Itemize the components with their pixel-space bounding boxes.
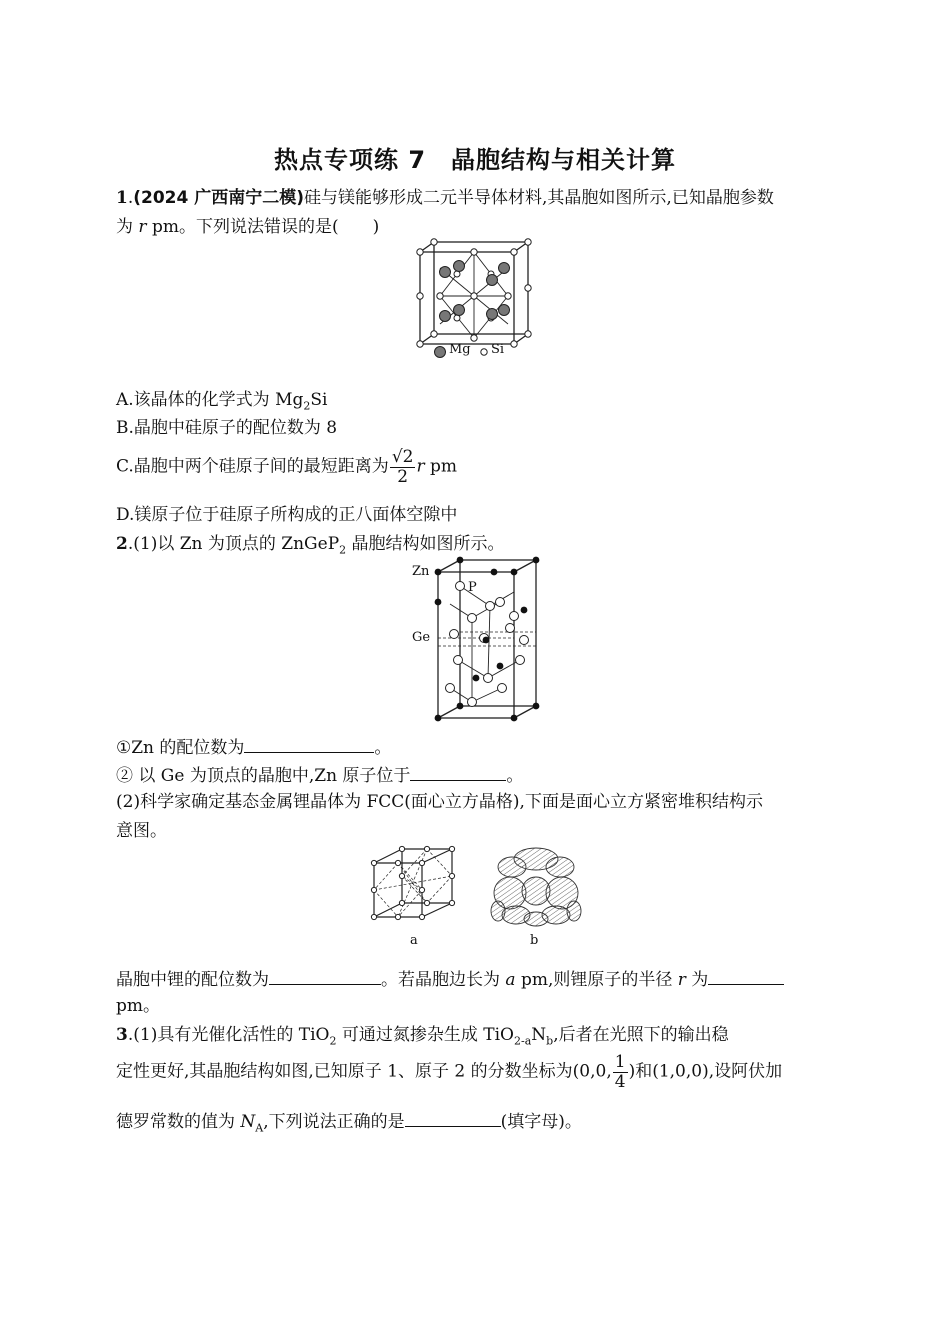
q2-sub2-line [116,762,523,788]
q2-sub1-line [116,734,391,760]
q2-radius-tail: 为 [685,970,709,990]
q2-var-r: r [677,970,686,990]
q3-sub3: b [546,1034,554,1048]
q2-part1-text: .(1)以 Zn 为顶点的 ZnGeP [127,534,340,554]
fig-b-label: b [530,933,539,948]
q2-part2-question-line [116,966,784,992]
q1-stem-line1: 1.(2024 广西南宁二模)硅与镁能够形成二元半导体材料,其晶胞如图所示,已知晶胞参数 [116,188,774,208]
q2-sub2-text: ② 以 Ge 为顶点的晶胞中,Zn 原子位于 [116,766,411,786]
q3-sub-a: A [255,1121,264,1135]
q1-stem-line2 [116,215,379,239]
q1-source: (2024 广西南宁二模) [133,188,305,208]
q1-option-a [116,388,327,418]
q1-stem-text2: 为 [116,217,139,237]
q3-answer-blank[interactable] [405,1108,501,1127]
q1-option-b: B.晶胞中硅原子的配位数为 8 [116,418,338,438]
q2-part1-sub: 2 [339,543,347,557]
q2-unit-line: pm。 [116,996,161,1016]
q3-text9: (填字母)。 [500,1112,582,1132]
q1-crystal-figure [412,238,538,366]
q1-option-c [116,448,457,486]
q2-radius-blank[interactable] [708,966,784,985]
option-c-tail: pm [424,456,458,477]
q3-sub2: 2-a [513,1034,532,1048]
legend-mg-label: Mg [449,342,471,357]
option-c-var: r [416,456,425,477]
q1-var-r: r [138,217,147,237]
option-c-numerator: √2 [391,447,414,467]
q1-stem-text3: pm。下列说法错误的是( ) [146,217,380,237]
q3-text1: .(1)具有光催化活性的 TiO [127,1025,330,1045]
q2-li-coord-text: 晶胞中锂的配位数为 [116,970,269,990]
q3-fraction [613,1053,628,1091]
option-a-text: A.该晶体的化学式为 Mg [116,390,304,410]
label-p: P [468,580,477,595]
q2-var-a: a [505,970,516,990]
q3-frac-numerator: 1 [614,1052,626,1072]
option-a-tail: Si [310,390,328,410]
q3-line2 [116,1053,782,1091]
label-ge: Ge [412,630,431,645]
q1-option-d: D.镁原子位于硅原子所构成的正八面体空隙中 [116,505,458,525]
q3-text6: )和(1,0,0),设阿伏加 [628,1061,783,1082]
option-c-denominator: 2 [397,466,409,487]
q3-line3 [116,1108,582,1140]
q3-text2: 可通过氮掺杂生成 TiO [336,1025,514,1045]
q2-sub2-tail: 。 [506,766,524,786]
q3-var-n: N [240,1112,256,1132]
legend-si-label: Si [491,342,505,357]
q2-part1-tail: 晶胞结构如图所示。 [346,534,505,554]
q1-number: 1 [116,188,128,208]
q2-zngep2-figure [410,556,544,724]
q3-line1 [116,1023,729,1053]
q3-text8: ,下列说法正确的是 [263,1112,405,1132]
q3-text5: 定性更好,其晶胞结构如图,已知原子 1、原子 2 的分数坐标为(0,0, [116,1061,612,1082]
q2-radius-text: pm,则锂原子的半径 [515,970,678,990]
option-c-fraction [390,448,416,486]
q3-number: 3 [116,1025,128,1045]
q2-sub1-blank[interactable] [244,734,374,753]
q1-stem-text1: 硅与镁能够形成二元半导体材料,其晶胞如图所示,已知晶胞参数 [304,188,774,208]
q2-fcc-figure-a [366,845,460,948]
q2-number: 2 [116,534,128,554]
label-zn: Zn [412,564,430,579]
q2-fcc-figure-b [490,845,582,948]
q2-sub2-blank[interactable] [410,762,506,781]
q3-text4: ,后者在光照下的输出稳 [553,1025,729,1045]
q3-frac-denominator: 4 [614,1071,626,1092]
q3-text7: 德罗常数的值为 [116,1112,241,1132]
q2-li-coord-blank[interactable] [269,966,381,985]
q2-sub1-tail: 。 [374,738,392,758]
option-a-sub: 2 [303,399,311,413]
q3-sub1: 2 [329,1034,337,1048]
q2-part2-line1: (2)科学家确定基态金属锂晶体为 FCC(面心立方晶格),下面是面心立方紧密堆积结构示 [116,792,763,812]
q2-sub1-text: ①Zn 的配位数为 [116,738,245,758]
option-c-text: C.晶胞中两个硅原子间的最短距离为 [116,456,389,477]
q2-edge-text: 。若晶胞边长为 [381,970,506,990]
page-title: 热点专项练 7 晶胞结构与相关计算 [273,146,677,174]
q3-text3: N [531,1025,547,1045]
fig-a-label: a [410,933,418,948]
q2-part2-line2: 意图。 [116,821,167,841]
